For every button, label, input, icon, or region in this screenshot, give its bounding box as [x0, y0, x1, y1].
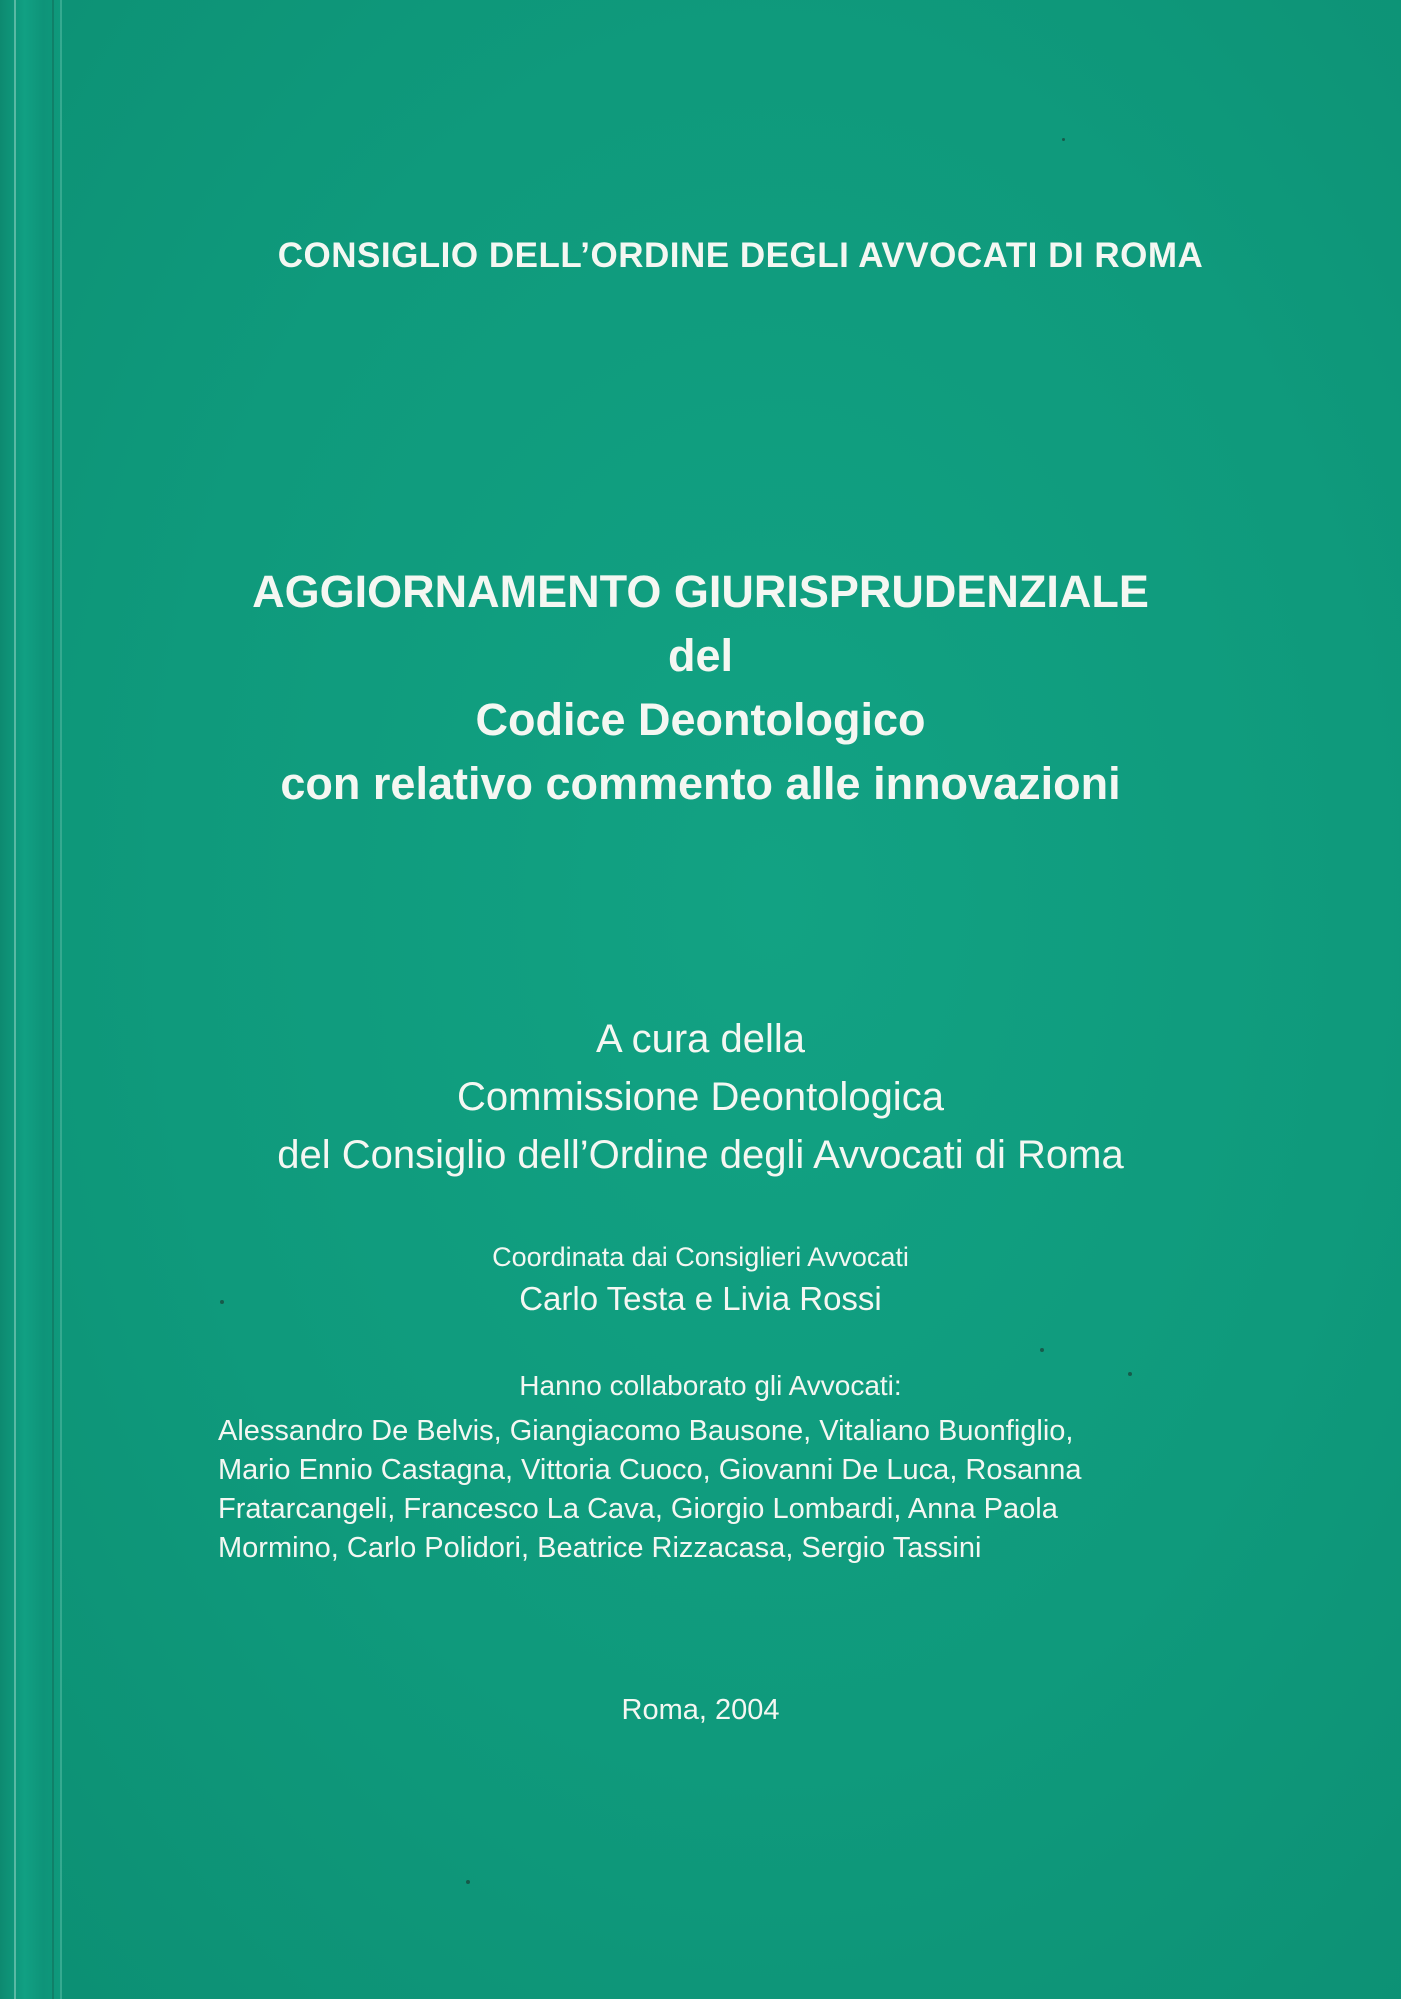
title-line: AGGIORNAMENTO GIURISPRUDENZIALE — [252, 566, 1149, 617]
coordinator-names: Carlo Testa e Livia Rossi — [519, 1280, 882, 1317]
dust-speck — [1040, 1348, 1044, 1352]
collaborators-list — [218, 1412, 1218, 1568]
dust-speck — [466, 1880, 470, 1884]
book-title — [0, 560, 1401, 816]
collaborators-intro: Hanno collaborato gli Avvocati: — [519, 1370, 902, 1401]
coordination-intro: Coordinata dai Consiglieri Avvocati — [492, 1242, 909, 1272]
coordination-block — [0, 1238, 1401, 1322]
collaborators-line: Alessandro De Belvis, Giangiacomo Bausone, Vitaliano Buonfiglio, — [218, 1415, 1074, 1447]
title-line: con relativo commento alle innovazioni — [280, 758, 1121, 809]
curators-line: Commissione Deontologica — [457, 1075, 944, 1119]
curators-line: del Consiglio dell’Ordine degli Avvocati di Roma — [277, 1133, 1124, 1177]
place-and-date: Roma, 2004 — [621, 1694, 780, 1726]
collaborators-line: Fratarcangeli, Francesco La Cava, Giorgio Lombardi, Anna Paola — [218, 1493, 1058, 1525]
collaborators-block — [0, 1364, 1401, 1564]
title-line: del — [667, 630, 734, 681]
curators-block — [0, 1010, 1401, 1184]
title-line: Codice Deontologico — [475, 694, 926, 745]
publisher-heading: CONSIGLIO DELL’ORDINE DEGLI AVVOCATI DI ROMA — [277, 236, 1204, 275]
collaborators-line: Mormino, Carlo Polidori, Beatrice Rizzacasa, Sergio Tassini — [218, 1532, 982, 1564]
dust-speck — [1062, 138, 1065, 141]
collaborators-line: Mario Ennio Castagna, Vittoria Cuoco, Giovanni De Luca, Rosanna — [218, 1454, 1082, 1486]
curators-line: A cura della — [595, 1017, 806, 1061]
